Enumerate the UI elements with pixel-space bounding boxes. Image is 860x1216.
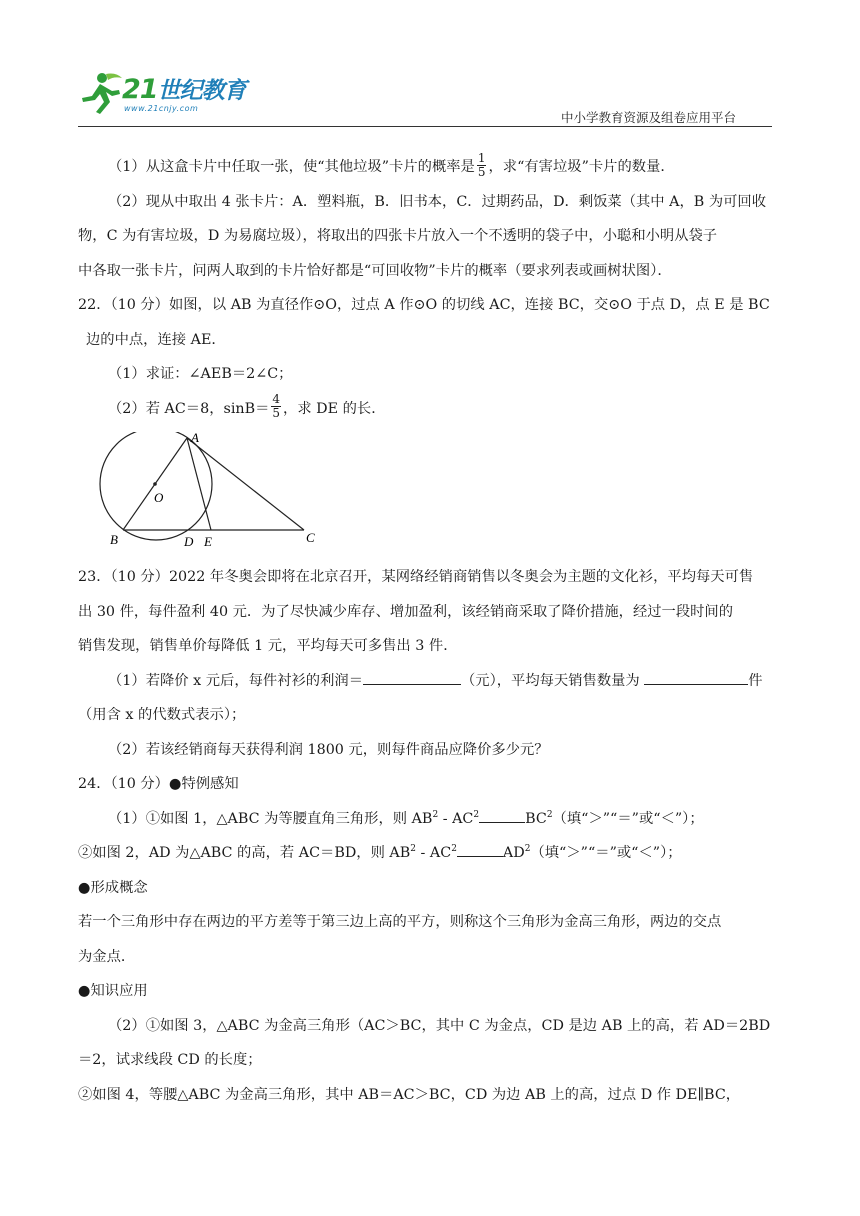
superscript: 2 [451, 844, 457, 855]
q23-part1 [78, 664, 778, 699]
q24-s2-text-a: ②如图 2，AD 为△ABC 的高，若 AC＝BD，则 AB [78, 845, 411, 861]
logo-wordmark [122, 72, 246, 105]
logo-number: 21 [122, 74, 158, 105]
logo-text: 世纪教育 [157, 78, 246, 104]
q24-s1-text-a: （1）①如图 1，△ABC 为等腰直角三角形，则 AB [108, 810, 433, 827]
runner-logo-icon [78, 70, 124, 116]
q24-heading-application: ●知识应用 [78, 983, 148, 999]
q23-part1-text-c: 件 [748, 672, 763, 689]
label-e: E [204, 534, 212, 549]
superscript: 2 [473, 809, 480, 820]
frac-numerator: 1 [477, 150, 486, 165]
q24-s2-text-b: - AC [416, 845, 452, 861]
q21-part1-text-b: ，求“有害垃圾”卡片的数量． [488, 159, 675, 175]
q23-part1-text-a: （1）若降价 x 元后，每件衬衫的利润＝ [108, 672, 363, 689]
answer-blank-quantity[interactable] [644, 666, 748, 685]
q24-concept-line2: 为金点． [78, 948, 136, 965]
q24-special2 [78, 836, 778, 871]
segment-ac [187, 438, 304, 530]
q24-stem-line1: 24．（10 分）●特例感知 [78, 776, 239, 792]
q23-stem-line1: 23．（10 分）2022 年冬奥会即将在北京召开，某网络经销商销售以冬奥会为主题的文化衫，平均每天可售 [78, 569, 754, 585]
superscript: 2 [410, 844, 416, 855]
q24-app-line1: （2）①如图 3，△ABC 为金高三角形（AC＞BC，其中 C 为金点，CD 是边 AB 上的高，若 AD＝2BD [108, 1017, 771, 1034]
logo-url: www.21cnjy.com [124, 104, 199, 113]
q22-part2-text-b: ，求 DE 的长． [283, 400, 386, 417]
superscript: 2 [524, 844, 531, 855]
q23-stem-line2: 出 30 件，每件盈利 40 元．为了尽快减少库存、增加盈利，该经销商采取了降价措施，经过一段时间的 [78, 603, 734, 620]
q24-special1 [78, 802, 778, 837]
answer-blank-s1[interactable] [479, 804, 525, 823]
q22-part1: （1）求证：∠AEB＝2∠C； [108, 366, 293, 382]
q21-part1-text-a: （1）从这盒卡片中任取一张，使“其他垃圾”卡片的概率是 [108, 159, 475, 175]
answer-blank-profit[interactable] [363, 666, 461, 685]
q24-s1-text-b: - AC [438, 810, 474, 827]
q24-app-line3: ②如图 4，等腰△ABC 为金高三角形，其中 AB＝AC＞BC，CD 为边 AB 上的高，过点 D 作 DE∥BC， [78, 1086, 741, 1103]
page-header [0, 0, 860, 130]
label-o: O [154, 490, 164, 505]
point-o [153, 482, 157, 486]
q21-part2-line1: （2）现从中取出 4 张卡片：A．塑料瓶，B．旧书本，C．过期药品，D．剩饭菜（其中 A，B 为可回收 [108, 193, 767, 210]
q22-stem-line2: 边的中点，连接 AE． [86, 331, 226, 348]
q21-part2-line3: 中各取一张卡片，问两人取到的卡片恰好都是“可回收物”卡片的概率（要求列表或画树状图）． [78, 262, 672, 279]
q24-concept-line1: 若一个三角形中存在两边的平方差等于第三边上高的平方，则称这个三角形为金高三角形，两边的交点 [78, 914, 722, 930]
q23-part1-line2: （用含 x 的代数式表示）； [78, 707, 246, 723]
frac-denominator: 5 [272, 406, 281, 420]
q24-s2-text-d: （填“＞”“＝”或“＜”）； [530, 845, 682, 861]
circle-tangent-diagram [96, 432, 356, 550]
q21-part1 [78, 150, 778, 185]
q21-part2-line2: 物，C 为有害垃圾，D 为易腐垃圾），将取出的四张卡片放入一个不透明的袋子中，小聪和小明从袋子 [78, 228, 718, 244]
q24-s2-text-c: AD [502, 845, 525, 861]
answer-blank-s2[interactable] [457, 838, 503, 857]
q24-s1-text-d: （填“＞”“＝”或“＜”）； [552, 810, 704, 827]
frac-numerator: 4 [272, 392, 281, 406]
circle-o [100, 432, 212, 540]
segment-ae [187, 438, 211, 530]
logo [78, 66, 268, 118]
q22-stem-line1: 22．（10 分）如图，以 AB 为直径作⊙O，过点 A 作⊙O 的切线 AC，连接 BC，交⊙O 于点 D，点 E 是 BC [78, 297, 770, 313]
superscript: 2 [432, 809, 439, 820]
document-body [78, 150, 778, 1112]
q22-geometry-figure [78, 432, 778, 550]
fraction-one-fifth [477, 152, 487, 179]
q24-s1-text-c: BC [525, 810, 547, 827]
q23-part2: （2）若该经销商每天获得利润 1800 元，则每件商品应降价多少元？ [108, 741, 549, 758]
fraction-four-fifths [271, 393, 281, 420]
platform-name: 中小学教育资源及组卷应用平台 [560, 110, 736, 125]
q24-heading-concept: ●形成概念 [78, 879, 148, 896]
label-d: D [184, 534, 194, 549]
q22-part2 [78, 392, 778, 427]
frac-denominator: 5 [477, 164, 486, 179]
label-a: A [191, 432, 199, 445]
q22-part2-text-a: （2）若 AC＝8，sinB＝ [108, 400, 270, 417]
label-c: C [306, 530, 315, 545]
q24-app-line2: ＝2，试求线段 CD 的长度； [78, 1052, 262, 1068]
label-b: B [110, 532, 118, 547]
q23-stem-line3: 销售发现，销售单价每降低 1 元，平均每天可多售出 3 件． [78, 638, 458, 654]
header-divider [78, 126, 772, 127]
q23-part1-text-b: （元），平均每天销售数量为 [461, 672, 640, 689]
superscript: 2 [546, 809, 553, 820]
